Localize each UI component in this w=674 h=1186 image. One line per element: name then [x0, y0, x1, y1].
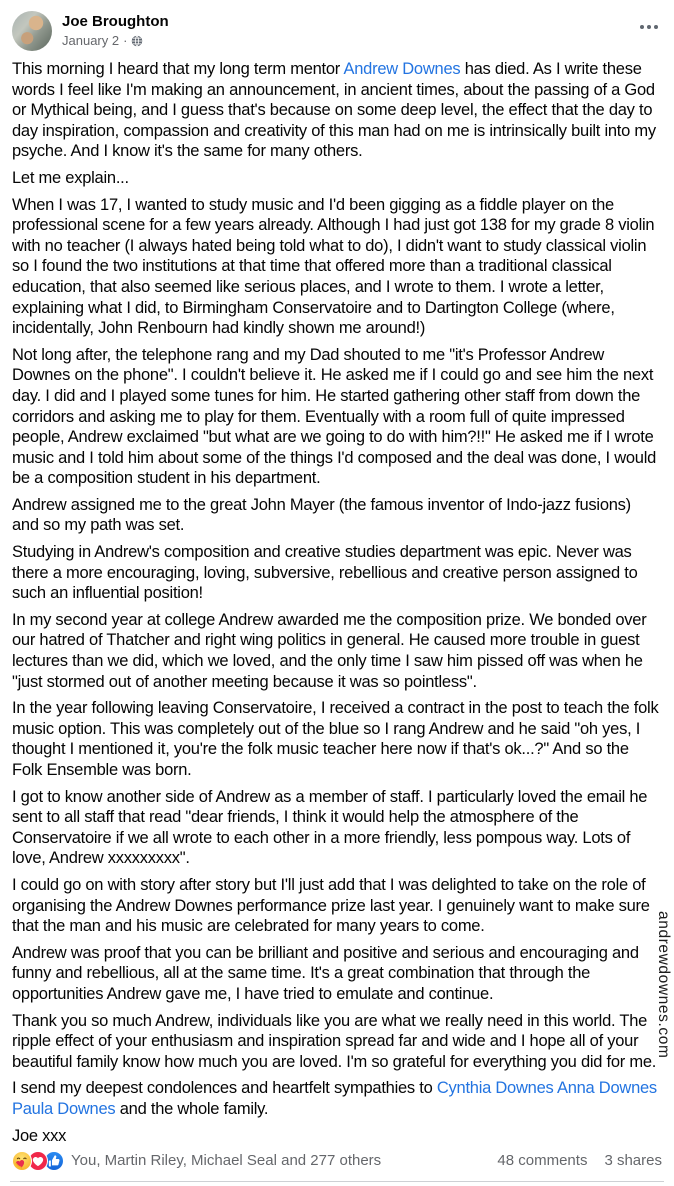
- post-paragraph: [12, 943, 660, 1005]
- post-paragraph: [12, 495, 660, 536]
- globe-icon: [131, 35, 143, 47]
- post-paragraph: [12, 345, 660, 489]
- post-header: [0, 0, 674, 56]
- post-text: Let me explain...: [12, 168, 129, 187]
- post-content: [0, 56, 674, 1141]
- footer-divider: [10, 1181, 664, 1182]
- reaction-icons[interactable]: [12, 1151, 64, 1171]
- mention-link[interactable]: Andrew Downes: [343, 60, 461, 78]
- post-paragraph: [12, 698, 660, 780]
- post-paragraph: [12, 542, 660, 604]
- post-paragraph: [12, 1011, 660, 1073]
- post-text: Studying in Andrew's composition and creative studies department was epic. Never was there a more encouraging, loving, subversive, rebellious and creative person assigned to such an influential position!: [12, 543, 638, 603]
- shares-count[interactable]: 3 shares: [604, 1152, 662, 1169]
- post-text: When I was 17, I wanted to study music and I'd been gigging as a fiddle player on the professional scene for a few years already. Although I had just got 138 for my grade 8 violin with no teacher (I always hated being told what to do), I didn't want to study classical violin so I found the two institutions at that time that offered more than a traditional classical education, that also seemed like serious places, and I wrote to them. I wrote a letter, explaining what I did, to Birmingham Conservatoire and to Dartington College (where, incidentally, John Renbourn had kindly shown me around!): [12, 195, 655, 338]
- post-text: Thank you so much Andrew, individuals like you are what we really need in this world. The ripple effect of your enthusiasm and inspiration spread far and wide and I hope all of your beautiful family know how much you are loved. I'm so grateful for everything you did for me.: [12, 1011, 657, 1071]
- meta-separator: ·: [123, 33, 128, 48]
- post-text: Joe xxx: [12, 1126, 67, 1141]
- post-meta: [62, 33, 638, 49]
- header-text: [62, 11, 638, 49]
- post-paragraph: [12, 195, 660, 339]
- post-text: I could go on with story after story but I'll just add that I was delighted to take on the role of organising the Andrew Downes performance prize last year. I genuinely want to make sure that the man and his music are celebrated for many years to come.: [12, 875, 650, 936]
- post-text: Andrew was proof that you can be brilliant and positive and serious and encouraging and funny and rebellious, all at the same time. It's a great combination that through the opportunities Andrew gave me, I have tried to emulate and continue.: [12, 943, 639, 1003]
- post-text: This morning I heard that my long term mentor: [12, 60, 344, 78]
- post-text: and the whole family.: [115, 1099, 269, 1118]
- post-paragraph: [12, 1078, 660, 1119]
- post-footer: [0, 1145, 674, 1177]
- post-paragraph: [12, 1126, 660, 1142]
- more-options-button[interactable]: [638, 15, 660, 39]
- reaction-summary-row[interactable]: [12, 1151, 381, 1171]
- post-text: Not long after, the telephone rang and my Dad shouted to me "it's Professor Andrew Downes on the phone". I couldn't believe it. He asked me if I could go and see him the next day. I did and I played some tunes for him. He started gathering other staff from down the corridors and asking me to play for them. Eventually with a room full of quite impressed people, Andrew exclaimed "but what are we going to do with him?!!" He asked me if I wrote music and I told him about some of the things I'd composed and the deal was done, I would be a composition student in his department.: [12, 345, 657, 488]
- post-text: I send my deepest condolences and heartfelt sympathies to: [12, 1079, 437, 1098]
- post-text: In the year following leaving Conservatoire, I received a contract in the post to teach the folk music option. This was completely out of the blue so I rang Andrew and he said "oh yes, I thought I mentioned it, you're the folk music teacher here now if that's ok...?" And so the Folk Ensemble was born.: [12, 699, 659, 779]
- post-paragraph: [12, 59, 660, 162]
- post-paragraph: [12, 875, 660, 937]
- post-text: Andrew assigned me to the great John Mayer (the famous inventor of Indo-jazz fusions) and so my path was set.: [12, 495, 631, 535]
- post-text: I got to know another side of Andrew as a member of staff. I particularly loved the email he sent to all staff that read "dear friends, I think it would help the atmosphere of the Conservatoire if we all wrote to each other in a more friendly, less pompous way. Lots of love, Andrew xxxxxxxxx".: [12, 787, 648, 868]
- post-text: In my second year at college Andrew awarded me the composition prize. We bonded over our hatred of Thatcher and right wing politics in general. He caused more trouble in guest lectures than we did, which we loved, and the only time I saw him pissed off was when he "just stormed out of another meeting because it was so pointless".: [12, 610, 647, 691]
- post-paragraph: [12, 168, 660, 189]
- watermark-text: andrewdownes.com: [655, 911, 672, 1059]
- comments-count[interactable]: 48 comments: [497, 1152, 588, 1169]
- ellipsis-icon: [640, 25, 644, 29]
- mention-link[interactable]: Cynthia Downes: [436, 1079, 554, 1098]
- post-date[interactable]: January 2: [62, 33, 120, 48]
- footer-counts: [497, 1151, 662, 1171]
- post-paragraph: [12, 787, 660, 869]
- mention-link[interactable]: Anna Downes: [556, 1079, 657, 1098]
- care-reaction-icon: [12, 1151, 32, 1171]
- reaction-summary[interactable]: You, Martin Riley, Michael Seal and 277 others: [71, 1152, 382, 1169]
- avatar[interactable]: [12, 11, 52, 51]
- post-paragraph: [12, 610, 660, 692]
- author-name[interactable]: Joe Broughton: [62, 13, 169, 30]
- mention-link[interactable]: Paula Downes: [12, 1099, 116, 1118]
- post-text: has died. As I write these words I feel like I'm making an announcement, in ancient times, about the passing of a God or Mythical being, and I guess that's because on some deep level, the effect that the day to day inspiration, compassion and creativity of this man had on me is intrinsically built into my psyche. And I know it's the same for many others.: [12, 60, 656, 161]
